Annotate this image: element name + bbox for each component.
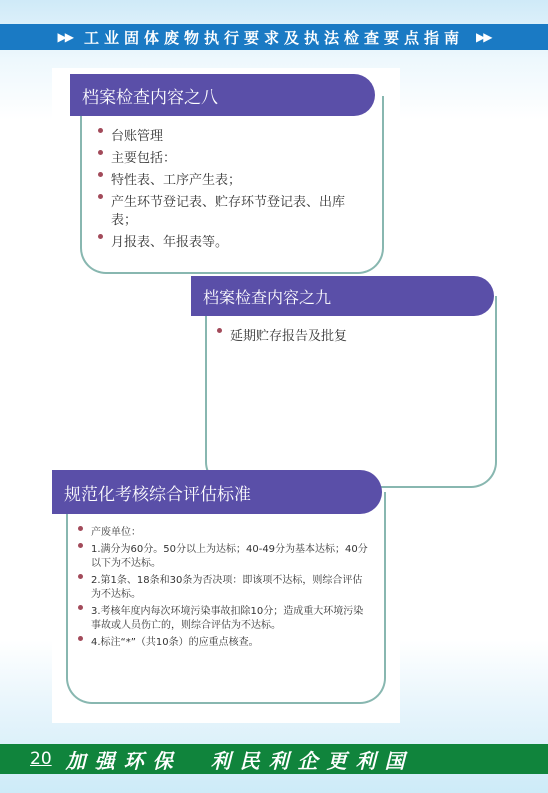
list-item: 产生环节登记表、贮存环节登记表、出库表； — [98, 194, 370, 230]
slide-archive-9 — [191, 276, 498, 486]
header-title: 工业固体废物执行要求及执法检查要点指南 — [83, 28, 464, 47]
page-header — [0, 24, 548, 50]
slide-title: 档案检查内容之九 — [191, 276, 494, 316]
slide-frame — [205, 296, 497, 488]
list-item: 4.标注“*”（共10条）的应重点核查。 — [78, 636, 372, 650]
list-item: 主要包括： — [98, 150, 370, 168]
list-item: 1.满分为60分。50分以上为达标；40-49分为基本达标；40分以下为不达标。 — [78, 543, 372, 571]
bullet-list — [78, 526, 372, 650]
double-arrow-right-icon: ▶▶ — [57, 30, 72, 44]
slide-title: 规范化考核综合评估标准 — [52, 470, 382, 514]
list-item: 2.第1条、18条和30条为否决项：即该项不达标，则综合评估为不达标。 — [78, 574, 372, 602]
double-arrow-right-icon: ▶▶ — [476, 30, 491, 44]
slides-panel — [52, 68, 400, 723]
bullet-list — [98, 128, 370, 252]
list-item: 特性表、工序产生表； — [98, 172, 370, 190]
slide-evaluation-standard — [52, 470, 387, 706]
page-number: 20 — [30, 749, 52, 769]
list-item: 台账管理 — [98, 128, 370, 146]
footer-slogan: 加强环保 利民利企更利国 — [65, 748, 414, 773]
list-item: 产废单位： — [78, 526, 372, 540]
bullet-list — [217, 328, 487, 346]
list-item: 月报表、年报表等。 — [98, 234, 370, 252]
slide-archive-8 — [70, 74, 382, 274]
list-item: 3.考核年度内每次环境污染事故扣除10分；造成重大环境污染事故或人员伤亡的，则综合评估为不达标。 — [78, 605, 372, 633]
page-footer — [0, 744, 548, 774]
list-item: 延期贮存报告及批复 — [217, 328, 487, 346]
slide-title: 档案检查内容之八 — [70, 74, 375, 116]
